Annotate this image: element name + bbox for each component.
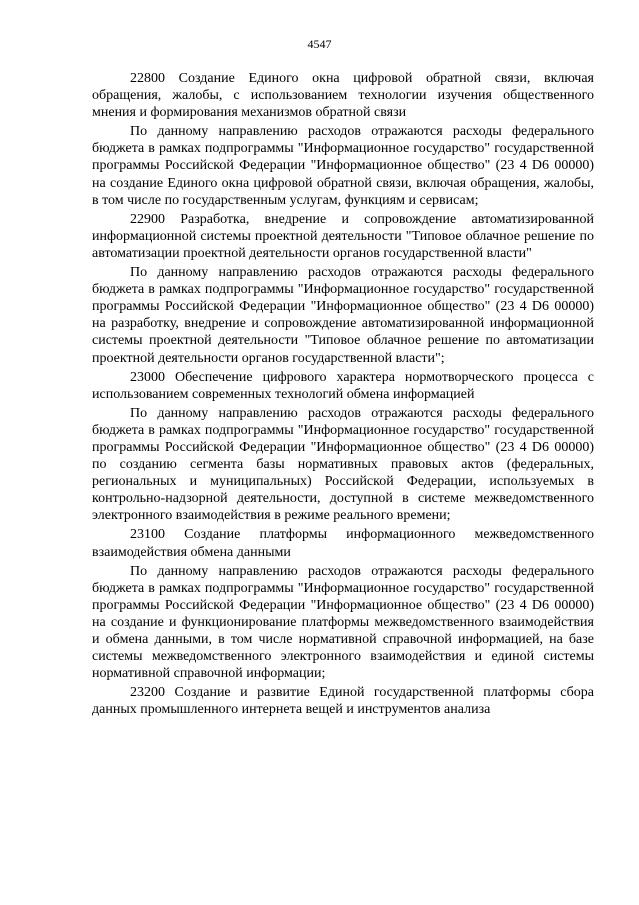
paragraph-22900-heading: 22900 Разработка, внедрение и сопровождение автоматизированной информационной системы проектной деятельности "Типовое облачное решение по автоматизации проектной деятельности органов государственной власти" (92, 211, 594, 261)
paragraph-23000-heading: 23000 Обеспечение цифрового характера нормотворческого процесса с использованием современных технологий обмена информацией (92, 369, 594, 402)
paragraph-22900-description: По данному направлению расходов отражаются расходы федерального бюджета в рамках подпрограммы "Информационное государство" государственной программы Российской Федерации "Информационное общество" (23 4 D6 00000) на разработку, внедрение и сопровождение автоматизированной информационной системы проектной деятельности "Типовое облачное решение по автоматизации проектной деятельности органов государственной власти"; (92, 265, 594, 366)
paragraph-23100-description: По данному направлению расходов отражаются расходы федерального бюджета в рамках подпрограммы "Информационное государство" государственной программы Российской Федерации "Информационное общество" (23 4 D6 00000) на создание и функционирование платформы межведомственного взаимодействия и обмена данными, в том числе нормативной справочной информацией, на базе системы межведомственного электронного взаимодействия и единой системы нормативной справочной информации; (92, 563, 594, 682)
paragraph-23100-heading: 23100 Создание платформы информационного межведомственного взаимодействия обмена данными (92, 527, 594, 560)
page-number: 4547 (307, 37, 332, 51)
paragraph-23200-heading: 23200 Создание и развитие Единой государственной платформы сбора данных промышленного интернета вещей и инструментов анализа (92, 685, 594, 718)
paragraph-22800-heading: 22800 Создание Единого окна цифровой обратной связи, включая обращения, жалобы, с использованием технологии изучения общественного мнения и формирования механизмов обратной связи (92, 71, 594, 121)
paragraph-22800-description: По данному направлению расходов отражаются расходы федерального бюджета в рамках подпрограммы "Информационное государство" государственной программы Российской Федерации "Информационное общество" (23 4 D6 00000) на создание Единого окна цифровой обратной связи, включая обращения, жалобы, в том числе по государственным услугам, функциям и сервисам; (92, 124, 594, 208)
paragraph-23000-description: По данному направлению расходов отражаются расходы федерального бюджета в рамках подпрограммы "Информационное государство" государственной программы Российской Федерации "Информационное общество" (23 4 D6 00000) по созданию сегмента базы нормативных правовых актов (федеральных, региональных и муниципальных) Российской Федерации, используемых в контрольно-надзорной деятельности, доступной в системе межведомственного электронного взаимодействия в режиме реального времени; (92, 405, 594, 524)
document-body (92, 70, 594, 720)
